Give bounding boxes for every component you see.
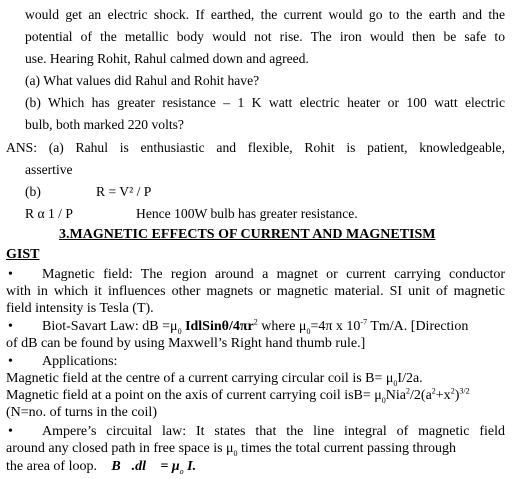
ampere-law-equation: the area of loop.∮ B⃗.dl⃗ = $\mu_o$ I. xyxy=(6,459,197,476)
application-axis-field: Magnetic field at a point on the axis of current carrying coil $isB= \mu_0Nia^2/2(a^2+x^2)^{3/2}$ xyxy=(6,386,470,405)
answer-b-label: (b) xyxy=(25,184,41,199)
biot-savart-law: of dB can be found by using Maxwell’s Right hand thumb rule.] xyxy=(6,336,366,351)
bullet-icon: • xyxy=(8,267,13,282)
answer-b-formula: R = V² / P xyxy=(96,184,152,199)
chapter-title: 3.MAGNETIC EFFECTS OF CURRENT AND MAGNETISM xyxy=(59,227,436,242)
applications-heading: Applications: xyxy=(42,354,118,369)
resistance-proportion: R α 1 / P xyxy=(25,206,73,221)
paragraph-line: would get an electric shock. If earthed, the current would go to the earth and the xyxy=(25,7,505,22)
application-note: (N=no. of turns in the coil) xyxy=(6,405,157,420)
bullet-icon: • xyxy=(8,424,13,439)
gist-heading: GIST xyxy=(6,247,40,262)
ampere-law: around any closed path in free space is $\mu_0$ times the total current passing through xyxy=(6,441,457,458)
question-b: (b) Which has greater resistance – 1 K watt electric heater or 100 watt electric xyxy=(25,95,505,110)
application-circular-coil: Magnetic field at the centre of a current carrying circular coil is $B= \mu_0I/2a$. xyxy=(6,371,423,388)
magnetic-field-definition: with in which it influences other magnets or magnetic material. SI unit of magnetic xyxy=(6,284,505,299)
magnetic-field-definition: field intensity is Tesla (T). xyxy=(6,301,154,316)
paragraph-line: use. Hearing Rohit, Rahul calmed down and agreed. xyxy=(25,51,309,66)
question-b-cont: bulb, both marked 220 volts? xyxy=(25,117,184,132)
ampere-law: Ampere’s circuital law: It states that the line integral of magnetic field xyxy=(42,424,505,439)
answer-conclusion: Hence 100W bulb has greater resistance. xyxy=(136,206,358,221)
answer-line: ANS: (a) Rahul is enthusiastic and flexible, Rohit is patient, knowledgeable, xyxy=(6,140,505,155)
answer-line: assertive xyxy=(25,162,73,177)
question-a: (a) What values did Rahul and Rohit have? xyxy=(25,73,260,88)
magnetic-field-definition: Magnetic field: The region around a magnet or current carrying conductor xyxy=(42,267,505,282)
bullet-icon: • xyxy=(8,319,13,334)
paragraph-line: potential of the metallic body would not rise. The iron would then be safe to xyxy=(25,29,505,44)
bullet-icon: • xyxy=(8,354,13,369)
biot-savart-law: Biot-Savart Law: dB $=\mu_0$ IdlSinθ/$4\pi r^2$ where $\mu_0=4\pi$ x $10^{-7}$ Tm/A. [Direction xyxy=(42,317,469,336)
